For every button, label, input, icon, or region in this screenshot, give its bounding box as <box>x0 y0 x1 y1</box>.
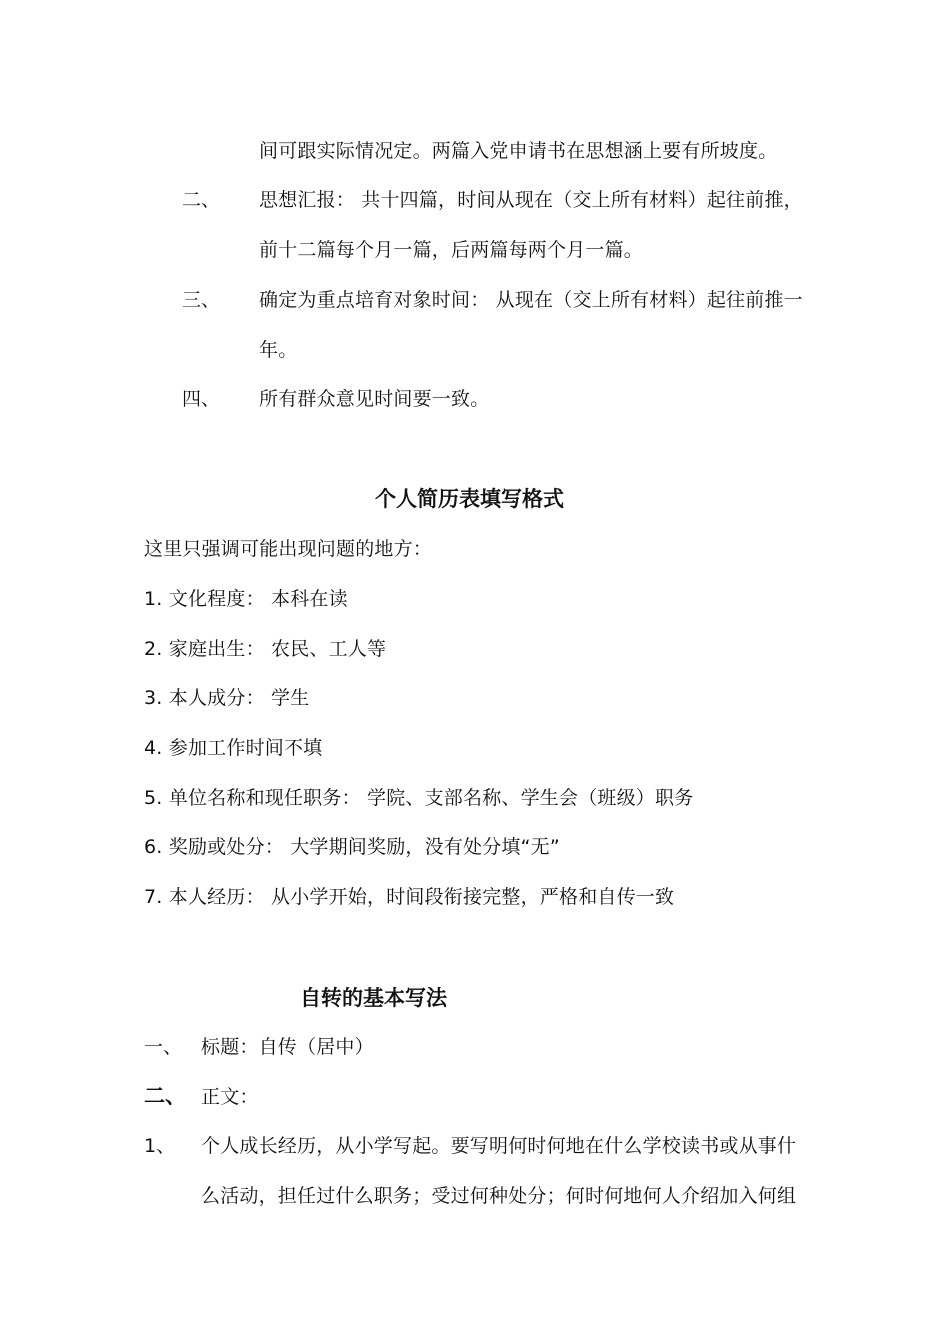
paragraph-line: 年。 <box>259 339 298 361</box>
list-item: 3. 本人成分： 学生 <box>144 687 310 709</box>
intro-text: 这里只强调可能出现问题的地方： <box>144 538 433 560</box>
list-item: 标题：自传（居中） <box>201 1036 374 1058</box>
paragraph-line: 所有群众意见时间要一致。 <box>259 388 490 410</box>
paragraph-line: 么活动，担任过什么职务；受过何种处分；何时何地何人介绍加入何组 <box>201 1185 797 1207</box>
paragraph-line: 间可跟实际情况定。两篇入党申请书在思想涵上要有所坡度。 <box>259 140 778 162</box>
list-marker: 1、 <box>144 1135 176 1157</box>
list-marker: 四、 <box>182 388 221 410</box>
paragraph-line: 思想汇报： 共十四篇，时间从现在（交上所有材料）起往前推， <box>259 189 803 211</box>
list-item: 5. 单位名称和现任职务： 学院、支部名称、学生会（班级）职务 <box>144 787 694 809</box>
paragraph-line: 前十二篇每个月一篇，后两篇每两个月一篇。 <box>259 239 644 261</box>
list-marker: 二、 <box>144 1084 186 1108</box>
list-item: 2. 家庭出生： 农民、工人等 <box>144 638 387 660</box>
list-item: 4. 参加工作时间不填 <box>144 737 323 759</box>
paragraph-line: 确定为重点培育对象时间： 从现在（交上所有材料）起往前推一 <box>259 289 803 311</box>
list-marker: 一、 <box>144 1036 183 1058</box>
section-title: 自转的基本写法 <box>300 986 447 1010</box>
paragraph-line: 个人成长经历，从小学写起。要写明何时何地在什么学校读书或从事什 <box>201 1135 797 1157</box>
list-item: 正文： <box>201 1086 259 1108</box>
list-item: 6. 奖励或处分： 大学期间奖励，没有处分填“无” <box>144 836 560 858</box>
section-title: 个人简历表填写格式 <box>375 487 564 511</box>
list-marker: 二、 <box>182 189 221 211</box>
list-item: 7. 本人经历： 从小学开始，时间段衔接完整，严格和自传一致 <box>144 886 675 908</box>
list-marker: 三、 <box>182 289 221 311</box>
list-item: 1. 文化程度： 本科在读 <box>144 588 348 610</box>
